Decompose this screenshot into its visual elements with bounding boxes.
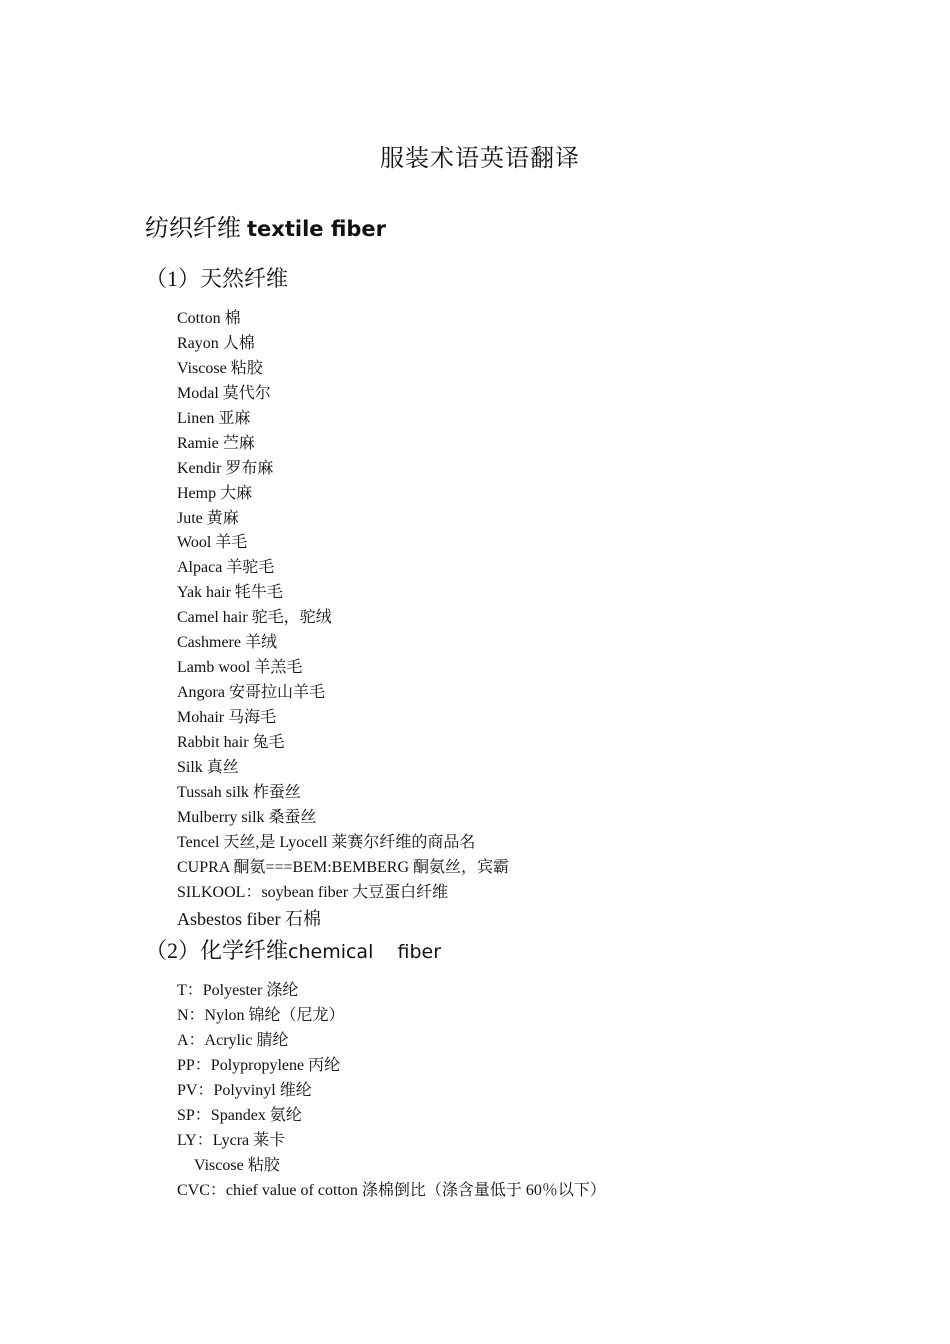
list-item: Viscose 粘胶 [194, 1156, 280, 1174]
page-title: 服装术语英语翻译 [380, 146, 580, 172]
list-item: Mulberry silk 桑蚕丝 [177, 808, 317, 826]
list-item: Hemp 大麻 [177, 484, 253, 502]
list-item: Yak hair 牦牛毛 [177, 584, 283, 602]
list-item: SILKOOL：soybean fiber 大豆蛋白纤维 [177, 883, 449, 901]
list-item: Modal 莫代尔 [177, 384, 271, 402]
list-item: Rayon 人棉 [177, 334, 255, 352]
list-item: Viscose 粘胶 [177, 359, 263, 377]
chemical-fiber-list [177, 979, 606, 1203]
subheading-chemical-cn: （2）化学纤维 [145, 938, 289, 963]
list-item: Angora 安哥拉山羊毛 [177, 684, 325, 702]
section-heading-textile-fiber [145, 208, 386, 243]
list-item: Tencel 天丝,是 Lyocell 莱赛尔纤维的商品名 [177, 833, 476, 851]
list-item: Kendir 罗布麻 [177, 459, 274, 477]
list-item: Silk 真丝 [177, 758, 239, 776]
subheading-chemical-en: chemical fiber [288, 941, 442, 963]
list-item: CVC：chief value of cotton 涤棉倒比（涤含量低于 60％以下） [177, 1181, 606, 1199]
list-item: Ramie 苎麻 [177, 434, 255, 452]
list-item: Camel hair 驼毛，驼绒 [177, 609, 332, 627]
list-item: N：Nylon 锦纶（尼龙） [177, 1006, 345, 1024]
list-item: Lamb wool 羊羔毛 [177, 659, 303, 677]
section-heading-en: textile fiber [247, 217, 387, 241]
list-item: A：Acrylic 腈纶 [177, 1031, 289, 1049]
natural-fiber-list [177, 307, 509, 932]
list-item: T：Polyester 涤纶 [177, 982, 299, 999]
list-item: PV：Polyvinyl 维纶 [177, 1081, 312, 1099]
list-item: Cashmere 羊绒 [177, 634, 277, 652]
list-item: SP：Spandex 氨纶 [177, 1106, 302, 1124]
list-item: LY：Lycra 莱卡 [177, 1131, 286, 1149]
list-item: Rabbit hair 兔毛 [177, 733, 285, 751]
list-item: Wool 羊毛 [177, 534, 248, 552]
list-item: PP：Polypropylene 丙纶 [177, 1056, 341, 1074]
list-item: Cotton 棉 [177, 310, 241, 327]
list-item: Jute 黄麻 [177, 509, 239, 527]
list-item: Linen 亚麻 [177, 409, 251, 427]
list-item: Mohair 马海毛 [177, 709, 277, 726]
list-item: Alpaca 羊驼毛 [177, 559, 275, 577]
section-heading-cn: 纺织纤维 [145, 216, 241, 242]
list-item: Tussah silk 柞蚕丝 [177, 783, 301, 801]
subheading-natural-fiber: （1）天然纤维 [145, 266, 289, 291]
subheading-chemical-fiber [145, 934, 441, 965]
list-item: CUPRA 酮氨===BEM:BEMBERG 酮氨丝，宾霸 [177, 858, 510, 876]
list-item: Asbestos fiber 石棉 [177, 908, 321, 929]
